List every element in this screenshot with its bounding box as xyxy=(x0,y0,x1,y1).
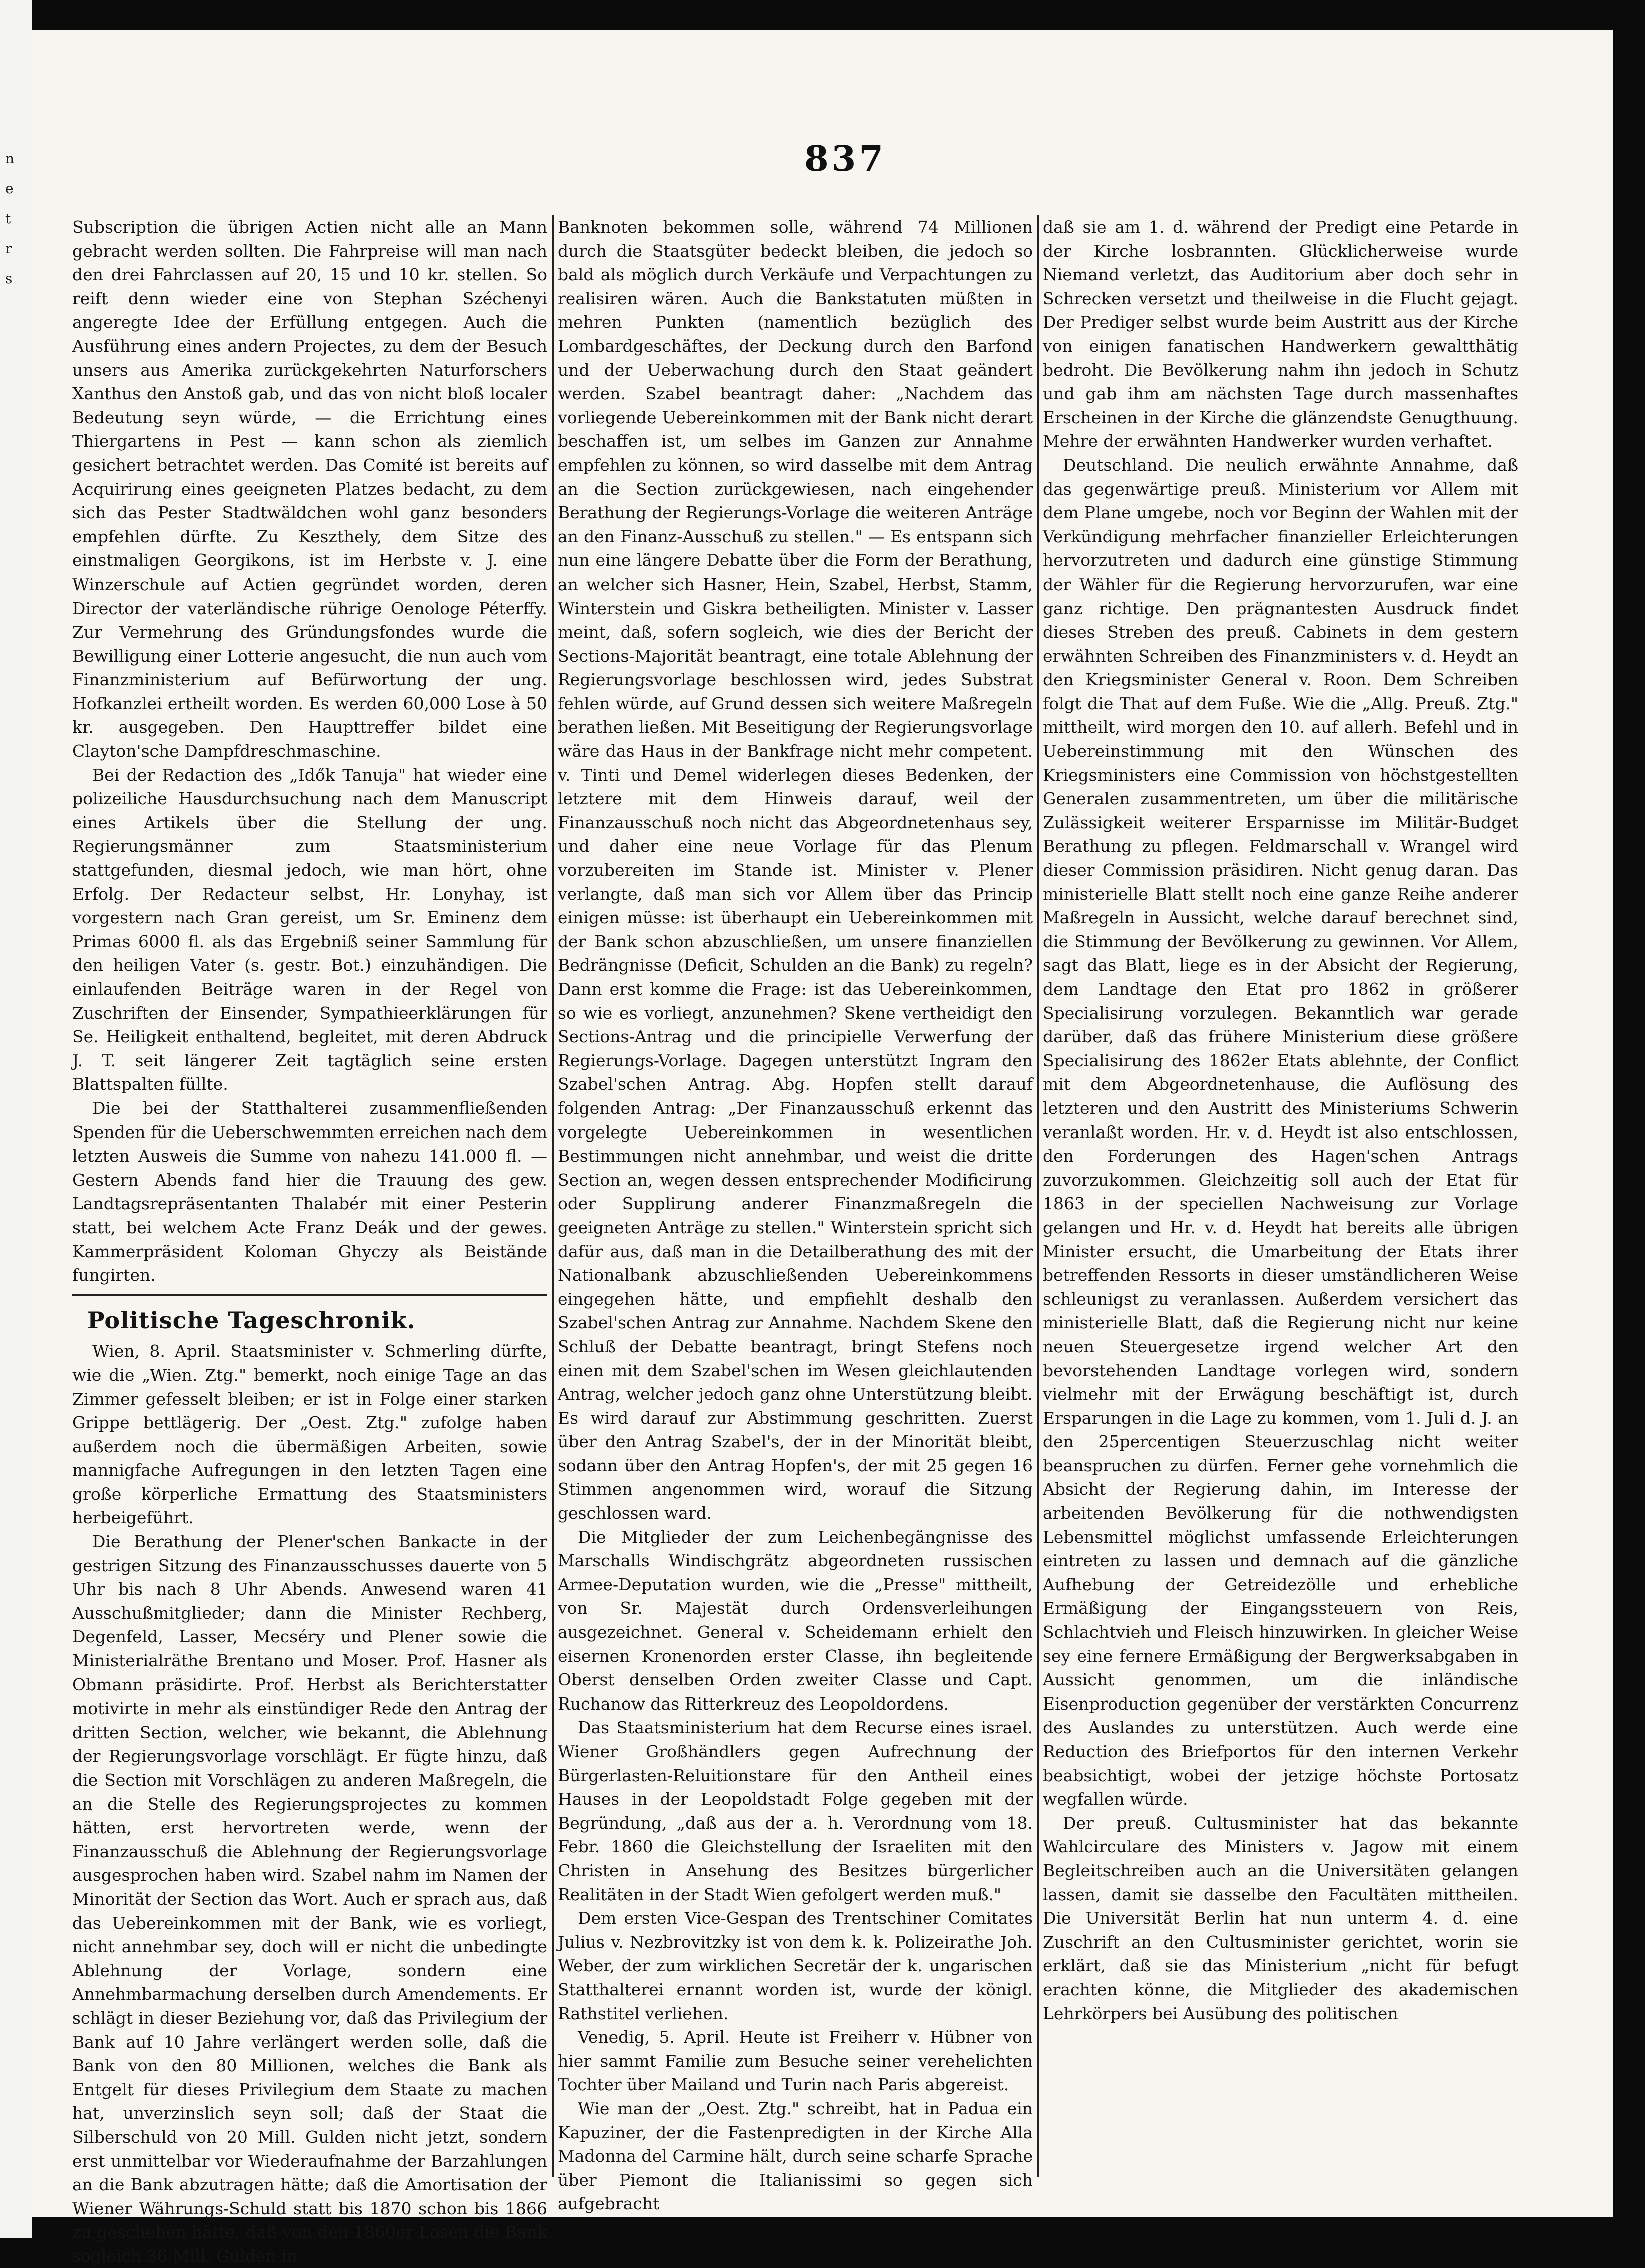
paragraph: daß sie am 1. d. während der Predigt eine Petarde in der Kirche losbrannten. Glücklicherweise wurde Niemand verletzt, das Auditorium aber doch sehr in Schrecken versetzt und theilweise in die Flucht gejagt. Der Prediger selbst wurde beim Austritt aus der Kirche von einigen fanatischen Handwerkern gewaltthätig bedroht. Die Bevölkerung nahm ihn jedoch in Schutz und gab ihm am nächsten Tage durch massenhaftes Erscheinen in der Kirche die glänzendste Genugthuung. Mehre der erwähnten Handwerker wurden verhaftet. xyxy=(1043,217,1518,451)
paragraph: Der preuß. Cultusminister hat das bekannte Wahlcirculare des Ministers v. Jagow mit einem Begleitschreiben auch an die Universitäten gelangen lassen, damit sie dasselbe den Facultäten mittheilen. Die Universität Berlin hat nun unterm 4. d. eine Zuschrift an den Cultusminister gerichtet, worin sie erklärt, daß sie das Ministerium „nicht für befugt erachten könne, die Mitglieder des akademischen Lehrkörpers bei Ausübung des politischen xyxy=(1043,1813,1518,2023)
margin-fragment: s xyxy=(5,270,13,287)
column-2 xyxy=(558,215,1033,2214)
section-heading: Politische Tageschronik. xyxy=(87,1306,416,1334)
paragraph: Bei der Redaction des „Idők Tanuja" hat wieder eine polizeiliche Hausdurchsuchung nach dem Manuscript eines Artikels über die Stellung der ung. Regierungsmänner zum Staatsministerium stattgefunden, diesmal jedoch, wie man hört, ohne Erfolg. Der Redacteur selbst, Hr. Lonyhay, ist vorgestern nach Gran gereist, um Sr. Eminenz dem Primas 6000 fl. als das Ergebniß seiner Sammlung für den heiligen Vater (s. gestr. Bot.) einzuhändigen. Die einlaufenden Beiträge waren in der Regel von Zuschriften der Einsender, Sympathieerklärungen für Se. Heiligkeit enthaltend, begleitet, mit deren Abdruck J. T. seit längerer Zeit tagtäglich seine ersten Blattspalten füllte. xyxy=(72,765,547,1094)
margin-fragment: r xyxy=(5,240,12,257)
paragraph: Die Mitglieder der zum Leichenbegängnisse des Marschalls Windischgrätz abgeordneten russischen Armee-Deputation wurden, wie die „Presse" mittheilt, von Sr. Majestät durch Ordensverleihungen ausgezeichnet. General v. Scheidemann erhielt den eisernen Kronenorden erster Classe, ihn begleitende Oberst denselben Orden zweiter Classe und Capt. Ruchanow das Ritterkreuz des Leopoldordens. xyxy=(558,1527,1033,1714)
paragraph: Wie man der „Oest. Ztg." schreibt, hat in Padua ein Kapuziner, der die Fastenpredigten in der Kirche Alla Madonna del Carmine hält, durch seine scharfe Sprache über Piemont die Italianissimi so gegen sich aufgebracht xyxy=(558,2098,1033,2214)
margin-fragment: t xyxy=(5,210,11,227)
column-divider xyxy=(1037,215,1039,2177)
section-separator xyxy=(72,1294,547,1296)
paragraph: Deutschland. Die neulich erwähnte Annahme, daß das gegenwärtige preuß. Ministerium vor Allem mit dem Plane umgebe, noch vor Beginn der Wahlen mit der Verkündigung mehrfacher finanzieller Erleichterungen hervorzutreten und dadurch eine günstige Stimmung der Wähler für die Regierung hervorzurufen, war eine ganz richtige. Den prägnantesten Ausdruck findet dieses Streben des preuß. Cabinets in dem gestern erwähnten Schreiben des Finanzministers v. d. Heydt an den Kriegsminister General v. Roon. Dem Schreiben folgt die That auf dem Fuße. Wie die „Allg. Preuß. Ztg." mittheilt, wird morgen den 10. auf allerh. Befehl und in Uebereinstimmung mit den Wünschen des Kriegsministers eine Commission von höchstgestellten Generalen zusammentreten, um über die militärische Zulässigkeit weiterer Ersparnisse im Militär-Budget Berathung zu pflegen. Feldmarschall v. Wrangel wird dieser Commission präsidiren. Nicht genug daran. Das ministerielle Blatt stellt noch eine ganze Reihe anderer Maßregeln in Aussicht, welche darauf berechnet sind, die Stimmung der Bevölkerung zu gewinnen. Vor Allem, sagt das Blatt, liege es in der Absicht der Regierung, dem Landtage den Etat pro 1862 in größerer Specialisirung vorzulegen. Bekanntlich war gerade darüber, daß das frühere Ministerium diese größere Specialisirung des 1862er Etats ablehnte, der Conflict mit dem Abgeordnetenhause, die Auflösung des letzteren und den Austritt des Ministeriums Schwerin veranlaßt worden. Hr. v. d. Heydt ist also entschlossen, den Forderungen des Hagen'schen Antrags zuvorzukommen. Gleichzeitig soll auch der Etat für 1863 in der speciellen Nachweisung zur Vorlage gelangen und Hr. v. d. Heydt hat bereits alle übrigen Minister ersucht, die Umarbeitung der Etats ihrer betreffenden Ressorts in dieser umständlicheren Weise schleunigst zu veranlassen. Außerdem versichert das ministerielle Blatt, daß die Regierung nicht nur keine neuen Steuergesetze irgend welcher Art den bevorstehenden Landtage vorlegen wird, sondern vielmehr mit der Erwägung beschäftigt ist, durch Ersparungen in die Lage zu kommen, vom 1. Juli d. J. an den 25percentigen Steuerzuschlag nicht weiter beanspruchen zu dürfen. Ferner gehe vornehmlich die Absicht der Regierung dahin, im Interesse der arbeitenden Bevölkerung für die nothwendigsten Lebensmittel möglichst umfassende Erleichterungen eintreten zu lassen und demnach auf die gänzliche Aufhebung der Getreidezölle und erhebliche Ermäßigung der Eingangssteuern von Reis, Schlachtvieh und Fleisch hinzuwirken. In gleicher Weise sey eine fernere Ermäßigung der Bergwerksabgaben in Aussicht genommen, um die inländische Eisenproduction gegenüber der verstärkten Concurrenz des Auslandes zu unterstützen. Auch werde eine Reduction des Briefportos für den internen Verkehr beabsichtigt, wobei der jetzige höchste Portosatz wegfallen würde. xyxy=(1043,455,1518,1809)
page-number: 837 xyxy=(804,138,887,179)
paragraph: Das Staatsministerium hat dem Recurse eines israel. Wiener Großhändlers gegen Aufrechnung der Bürgerlasten-Reluitionstare für den Antheil eines Hauses in der Leopoldstadt Folge gegeben mit der Begründung, „daß aus der a. h. Verordnung vom 18. Febr. 1860 die Gleichstellung der Israeliten mit den Christen in Ansehung des Besitzes bürgerlicher Realitäten in der Stadt Wien gefolgert werden muß." xyxy=(558,1718,1033,1904)
paragraph: Venedig, 5. April. Heute ist Freiherr v. Hübner von hier sammt Familie zum Besuche seiner verehelichten Tochter über Mailand und Turin nach Paris abgereist. xyxy=(558,2027,1033,2095)
margin-fragment: n xyxy=(5,150,15,167)
left-margin-strip xyxy=(0,0,32,2238)
paragraph: Wien, 8. April. Staatsminister v. Schmerling dürfte, wie die „Wien. Ztg." bemerkt, noch einige Tage an das Zimmer gefesselt bleiben; er ist in Folge einer starken Grippe bettlägerig. Der „Oest. Ztg." zufolge haben außerdem noch die übermäßigen Arbeiten, sowie mannigfache Aufregungen in den letzten Tagen eine große körperliche Ermattung des Staatsministers herbeigeführt. xyxy=(72,1341,547,1528)
paragraph: Banknoten bekommen solle, während 74 Millionen durch die Staatsgüter bedeckt bleiben, die jedoch so bald als möglich durch Verkäufe und Verpachtungen zu realisiren wären. Auch die Bankstatuten müßten in mehren Punkten (namentlich bezüglich des Lombardgeschäftes, der Deckung durch den Barfond und der Ueberwachung durch den Staat geändert werden. Szabel beantragt daher: „Nachdem das vorliegende Uebereinkommen mit der Bank nicht derart beschaffen ist, um selbes im Ganzen zur Annahme empfehlen zu können, so wird dasselbe mit dem Antrag an die Section zurückgewiesen, nach eingehender Berathung der Regierungs-Vorlage die weiteren Anträge an den Finanz-Ausschuß zu stellen." — Es entspann sich nun eine längere Debatte über die Form der Berathung, an welcher sich Hasner, Hein, Szabel, Herbst, Stamm, Winterstein und Giskra betheiligten. Minister v. Lasser meint, daß, sofern sogleich, wie dies der Bericht der Sections-Majorität beantragt, eine totale Ablehnung der Regierungsvorlage beschlossen wird, jedes Substrat fehlen würde, auf Grund dessen sich weitere Maßregeln berathen ließen. Mit Beseitigung der Regierungsvorlage wäre das Haus in der Bankfrage nicht mehr competent. v. Tinti und Demel widerlegen dieses Bedenken, der letztere mit dem Hinweis darauf, weil der Finanzausschuß noch nicht das Abgeordnetenhaus sey, und daher eine neue Vorlage für das Plenum vorzubereiten im Stande ist. Minister v. Plener verlangte, daß man sich vor Allem über das Princip einigen müsse: ist überhaupt ein Uebereinkommen mit der Bank schon abzuschließen, um unsere finanziellen Bedrängnisse (Deficit, Schulden an die Bank) zu regeln? Dann erst komme die Frage: ist das Uebereinkommen, so wie es vorliegt, anzunehmen? Skene vertheidigt den Sections-Antrag und die principielle Verwerfung der Regierungs-Vorlage. Dagegen unterstützt Ingram den Szabel'schen Antrag. Abg. Hopfen stellt darauf folgenden Antrag: „Der Finanzausschuß erkennt das vorgelegte Uebereinkommen in wesentlichen Bestimmungen nicht annehmbar, und weist die dritte Section an, wegen dessen entsprechender Modificirung oder Supplirung anderer Finanzmaßregeln die geeigneten Anträge zu stellen." Winterstein spricht sich dafür aus, daß man in die Detailberathung des mit der Nationalbank abzuschließenden Uebereinkommens eingegehen hätte, und empfiehlt deshalb den Szabel'schen Antrag zur Annahme. Nachdem Skene den Schluß der Debatte beantragt, bringt Stefens noch einen mit dem Szabel'schen im Wesen gleichlautenden Antrag, welcher jedoch ganz ohne Unterstützung bleibt. Es wird darauf zur Abstimmung geschritten. Zuerst über den Antrag Szabel's, der in der Minorität bleibt, sodann über den Antrag Hopfen's, der mit 25 gegen 16 Stimmen angenommen wird, worauf die Sitzung geschlossen ward. xyxy=(558,217,1033,1523)
column-divider xyxy=(552,215,554,2177)
paragraph: Die bei der Statthalterei zusammenfließenden Spenden für die Ueberschwemmten erreichen nach dem letzten Ausweis die Summe von nahezu 141.000 fl. — Gestern Abends fand hier die Trauung des gew. Landtagsrepräsentanten Thalabér mit einer Pesterin statt, bei welchem Acte Franz Deák und der gewes. Kammerpräsident Koloman Ghyczy als Beistände fungirten. xyxy=(72,1098,547,1285)
column-1 xyxy=(72,215,547,2266)
paragraph: Dem ersten Vice-Gespan des Trentschiner Comitates Julius v. Nezbrovitzky ist von dem k. k. Polizeirathe Joh. Weber, der zum wirklichen Secretär der k. ungarischen Statthalterei ernannt worden ist, wurde der königl. Rathstitel verliehen. xyxy=(558,1908,1033,2023)
margin-fragment: e xyxy=(5,180,14,197)
paragraph: Subscription die übrigen Actien nicht alle an Mann gebracht werden sollten. Die Fahrpreise will man nach den drei Fahrclassen auf 20, 15 und 10 kr. stellen. So reift denn wieder eine von Stephan Széchenyi angeregte Idee der Erfüllung entgegen. Auch die Ausführung eines andern Projectes, zu dem der Besuch unsers aus Amerika zurückgekehrten Naturforschers Xanthus den Anstoß gab, und das von nicht bloß localer Bedeutung seyn würde, — die Errichtung eines Thiergartens in Pest — kann schon als ziemlich gesichert betrachtet werden. Das Comité ist bereits auf Acquirirung eines geeigneten Platzes bedacht, zu dem sich das Pester Stadtwäldchen wohl ganz besonders empfehlen dürfte. Zu Keszthely, dem Sitze des einstmaligen Georgikons, ist im Herbste v. J. eine Winzerschule auf Actien gegründet worden, deren Director der vaterländische rührige Oenologe Péterffy. Zur Vermehrung des Gründungsfondes wurde die Bewilligung einer Lotterie angesucht, die nun auch vom Finanzministerium auf Befürwortung der ung. Hofkanzlei ertheilt worden. Es werden 60,000 Lose à 50 kr. ausgegeben. Den Haupttreffer bildet eine Clayton'sche Dampfdreschmaschine. xyxy=(72,217,547,761)
newspaper-page xyxy=(32,30,1613,2266)
column-3 xyxy=(1043,215,1518,2192)
paragraph: Die Berathung der Plener'schen Bankacte in der gestrigen Sitzung des Finanzausschusses dauerte von 5 Uhr bis nach 8 Uhr Abends. Anwesend waren 41 Ausschußmitglieder; dann die Minister Rechberg, Degenfeld, Lasser, Mecséry und Plener sowie die Ministerialräthe Brentano und Moser. Prof. Hasner als Obmann präsidirte. Prof. Herbst als Berichterstatter motivirte in mehr als einstündiger Rede den Antrag der dritten Section, welcher, wie bekannt, die Ablehnung der Regierungsvorlage vorschlägt. Er fügte hinzu, daß die Section mit Vorschlägen zu anderen Maßregeln, die an die Stelle des Regierungsprojectes zu kommen hätten, erst hervortreten werde, wenn der Finanzausschuß die Ablehnung der Regierungsvorlage ausgesprochen haben wird. Szabel nahm im Namen der Minorität der Section das Wort. Auch er sprach aus, daß das Uebereinkommen mit der Bank, wie es vorliegt, nicht annehmbar sey, doch will er nicht die unbedingte Ablehnung der Vorlage, sondern eine Annehmbarmachung derselben durch Amendements. Er schlägt in dieser Beziehung vor, daß das Privilegium der Bank auf 10 Jahre verlängert werden solle, daß die Bank von den 80 Millionen, welches die Bank als Entgelt für dieses Privilegium dem Staate zu machen hat, unverzinslich seyn soll; daß der Staat die Silberschuld von 20 Mill. Gulden nicht jetzt, sondern erst unmittelbar vor Wiederaufnahme der Barzahlungen an die Bank abzutragen hätte; daß die Amortisation der Wiener Währungs-Schuld statt bis 1870 schon bis 1866 zu geschehen hätte, daß von den 1860er Losen die Bank sogleich 36 Mill. Gulden in xyxy=(72,1532,547,2266)
